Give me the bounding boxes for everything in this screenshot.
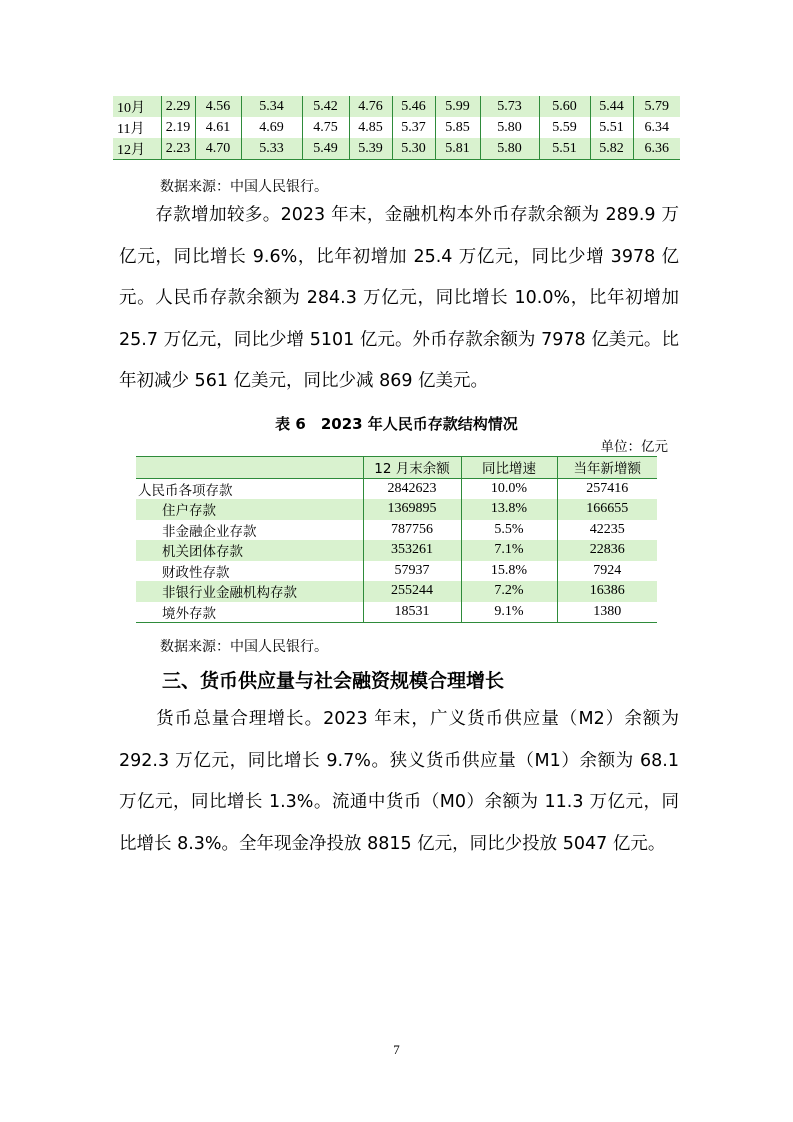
rate-cell: 5.80 (480, 138, 539, 160)
table-row (136, 561, 657, 582)
table-row (113, 117, 680, 138)
category-cell: 住户存款 (136, 499, 363, 520)
rate-cell: 5.60 (539, 96, 590, 117)
category-cell: 非银行业金融机构存款 (136, 581, 363, 602)
month-cell: 12月 (113, 138, 161, 160)
rate-cell: 5.49 (302, 138, 349, 160)
rate-cell: 5.59 (539, 117, 590, 138)
deposit-structure-table (136, 456, 657, 623)
value-cell: 9.1% (461, 602, 557, 623)
value-cell: 166655 (557, 499, 657, 520)
value-cell: 22836 (557, 540, 657, 561)
rate-cell: 2.29 (161, 96, 195, 117)
value-cell: 7.1% (461, 540, 557, 561)
header-cell: 当年新增额 (557, 457, 657, 479)
rate-cell: 4.85 (349, 117, 392, 138)
rate-cell: 5.51 (539, 138, 590, 160)
rate-cell: 2.19 (161, 117, 195, 138)
table-title: 表 6 2023 年人民币存款结构情况 (275, 415, 518, 433)
value-cell: 1380 (557, 602, 657, 623)
rate-cell: 4.56 (195, 96, 241, 117)
value-cell: 57937 (363, 561, 461, 582)
value-cell: 10.0% (461, 478, 557, 499)
rate-cell: 6.34 (633, 117, 680, 138)
table-row (136, 581, 657, 602)
rate-cell: 5.73 (480, 96, 539, 117)
rate-cell: 6.36 (633, 138, 680, 160)
table-row (113, 138, 680, 160)
table-row (136, 520, 657, 541)
month-cell: 10月 (113, 96, 161, 117)
data-source-note: 数据来源：中国人民银行。 (160, 179, 328, 195)
table-row (136, 478, 657, 499)
rate-cell: 5.80 (480, 117, 539, 138)
rate-cell: 4.69 (241, 117, 302, 138)
rate-cell: 5.37 (392, 117, 435, 138)
value-cell: 13.8% (461, 499, 557, 520)
rate-cell: 5.30 (392, 138, 435, 160)
rate-cell: 5.81 (435, 138, 480, 160)
value-cell: 255244 (363, 581, 461, 602)
rate-cell: 5.85 (435, 117, 480, 138)
value-cell: 18531 (363, 602, 461, 623)
rate-cell: 5.51 (590, 117, 633, 138)
value-cell: 5.5% (461, 520, 557, 541)
value-cell: 353261 (363, 540, 461, 561)
rate-cell: 4.75 (302, 117, 349, 138)
rate-cell: 5.79 (633, 96, 680, 117)
value-cell: 42235 (557, 520, 657, 541)
category-cell: 非金融企业存款 (162, 523, 257, 540)
rate-cell: 5.46 (392, 96, 435, 117)
value-cell: 15.8% (461, 561, 557, 582)
rate-cell: 5.39 (349, 138, 392, 160)
rate-cell: 5.82 (590, 138, 633, 160)
rate-cell: 5.99 (435, 96, 480, 117)
table-row (136, 540, 657, 561)
monthly-rate-table (113, 96, 680, 160)
table-row (136, 499, 657, 520)
value-cell: 2842623 (363, 478, 461, 499)
month-cell: 11月 (117, 121, 145, 137)
data-source-note: 数据来源：中国人民银行。 (160, 639, 328, 655)
value-cell: 16386 (557, 581, 657, 602)
rate-cell: 5.44 (590, 96, 633, 117)
value-cell: 257416 (557, 478, 657, 499)
category-cell: 机关团体存款 (136, 540, 363, 561)
header-cell (136, 457, 363, 479)
category-cell: 境外存款 (162, 605, 216, 622)
rate-cell: 5.42 (302, 96, 349, 117)
page-number: 7 (393, 1042, 400, 1057)
section-heading: 三、货币供应量与社会融资规模合理增长 (162, 670, 505, 692)
table-row (136, 602, 657, 623)
value-cell: 7924 (557, 561, 657, 582)
rate-cell: 4.70 (195, 138, 241, 160)
rate-cell: 5.34 (241, 96, 302, 117)
header-cell: 12 月末余额 (363, 457, 461, 479)
category-cell: 人民币各项存款 (138, 482, 233, 499)
category-cell: 财政性存款 (162, 564, 230, 581)
rate-cell: 4.76 (349, 96, 392, 117)
table-unit: 单位：亿元 (600, 439, 668, 455)
value-cell: 7.2% (461, 581, 557, 602)
deposit-paragraph: 存款增加较多。2023 年末，金融机构本外币存款余额为 289.9 万亿元，同比增长 9.6%，比年初增加 25.4 万亿元，同比少增 3978 亿元。人民币存款余额为 284.3 万亿元，同比增长 10.0%，比年初增加 25.7 万亿元，同比少增 5101 亿元。外币存款余额为 7978 亿美元。比年初减少 561 亿美元，同比少减 869 亿美元。 (119, 205, 679, 391)
table-row (113, 96, 680, 117)
table-header-row (136, 457, 657, 479)
rate-cell: 4.61 (195, 117, 241, 138)
money-supply-paragraph: 货币总量合理增长。2023 年末，广义货币供应量（M2）余额为 292.3 万亿元，同比增长 9.7%。狭义货币供应量（M1）余额为 68.1 万亿元，同比增长 1.3%。流通中货币（M0）余额为 11.3 万亿元，同比增长 8.3%。全年现金净投放 8815 亿元，同比少投放 5047 亿元。 (119, 709, 679, 854)
rate-cell: 5.33 (241, 138, 302, 160)
value-cell: 1369895 (363, 499, 461, 520)
value-cell: 787756 (363, 520, 461, 541)
header-cell: 同比增速 (461, 457, 557, 479)
rate-cell: 2.23 (161, 138, 195, 160)
